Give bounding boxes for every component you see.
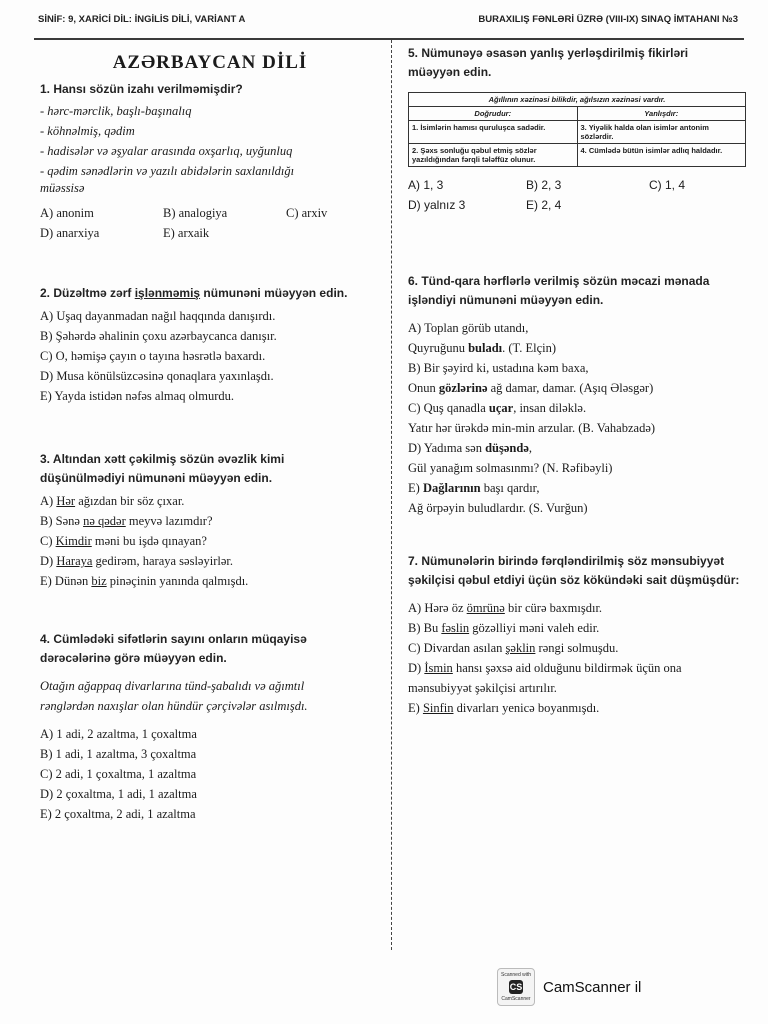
option-b[interactable]: B) Bu fəslin gözəlliyi məni valeh edir. — [408, 621, 600, 635]
poem-line: Gül yanağım solmasınmı? (N. Rəfibəyli) — [408, 461, 613, 475]
question-2 — [40, 284, 380, 406]
option-c[interactable]: C) O, həmişə çayın o tayına həsrətlə baxardı. — [40, 349, 266, 363]
question-1 — [40, 80, 380, 243]
question-6 — [408, 272, 748, 518]
option-c[interactable]: C) 1, 4 — [649, 178, 686, 192]
option-a[interactable] — [408, 318, 748, 358]
poem-line: B) Bir şəyird ki, ustadına kəm baxa, — [408, 361, 589, 375]
question-1-definitions — [40, 103, 380, 197]
poem-line: Ağ örpəyin buludlardır. (S. Vurğun) — [408, 501, 588, 515]
option-c[interactable]: C) arxiv — [286, 206, 328, 220]
option-e[interactable]: E) Yayda istidən nəfəs almaq olmurdu. — [40, 389, 235, 403]
table-caption: Ağıllının xəzinəsi bilikdir, ağılsızın xəzinəsi vardır. — [409, 93, 746, 107]
table-header-true: Doğrudur: — [409, 107, 578, 121]
question-2-options — [40, 306, 380, 406]
highlighted-word: Dağlarının — [422, 481, 481, 495]
column-divider — [391, 40, 392, 950]
highlighted-word: gözlərinə — [438, 381, 488, 395]
option-b[interactable] — [408, 358, 748, 398]
poem-line: Onun gözlərinə ağ damar, damar. (Aşıq Ələsgər) — [408, 381, 654, 395]
poem-line: D) Yadıma sən düşəndə, — [408, 441, 532, 455]
option-a[interactable]: A) Hərə öz ömrünə bir cürə baxmışdır. — [408, 601, 603, 615]
option-a[interactable]: A) Hər ağızdan bir söz çıxar. — [40, 494, 185, 508]
option-b[interactable]: B) 1 adi, 1 azaltma, 3 çoxaltma — [40, 747, 197, 761]
question-3 — [40, 450, 380, 591]
option-b[interactable]: B) Şəhərdə əhalinin çoxu azərbaycanca danışır. — [40, 329, 277, 343]
definition-line: - köhnəlmiş, qədim — [40, 124, 135, 138]
option-a[interactable]: A) 1 adi, 2 azaltma, 1 çoxaltma — [40, 727, 197, 741]
option-e[interactable]: E) Dünən biz pinəçinin yanında qalmışdı. — [40, 574, 249, 588]
option-d[interactable] — [408, 438, 748, 478]
highlighted-word: düşəndə — [485, 441, 529, 455]
highlighted-word: buladı — [468, 341, 503, 355]
header-left: SİNİF: 9, XARİCİ DİL: İNGİLİS DİLİ, VARİANT A — [38, 13, 246, 25]
option-c[interactable]: C) Kimdir məni bu işdə qınayan? — [40, 534, 207, 548]
question-7-options — [408, 598, 748, 718]
option-d[interactable]: D) Haraya gedirəm, haraya səsləyirlər. — [40, 554, 233, 568]
option-c[interactable]: C) 2 adi, 1 çoxaltma, 1 azaltma — [40, 767, 197, 781]
question-5 — [408, 44, 748, 215]
question-3-stem: 3. Altından xətt çəkilmiş sözün əvəzlik kimi düşünülmədiyi nümunəni müəyyən edin. — [40, 452, 285, 485]
option-d[interactable]: D) Musa könülsüzcəsinə qonaqlara yaxınlaşdı. — [40, 369, 274, 383]
table-cell: 2. Şəxs sonluğu qəbul etmiş sözlər yazıldığından fərqli tələffüz olunur. — [409, 144, 578, 167]
question-1-stem: 1. Hansı sözün izahı verilməmişdir? — [40, 82, 243, 96]
option-e[interactable]: E) arxaik — [163, 226, 210, 240]
camscanner-watermark — [497, 968, 641, 1006]
question-4-stem: 4. Cümlədəki sifətlərin sayını onların müqayisə dərəcələrinə görə müəyyən edin. — [40, 632, 307, 665]
definition-line: müəssisə — [40, 181, 85, 195]
table-cell: 1. İsimlərin hamısı quruluşca sadədir. — [409, 121, 578, 144]
question-2-stem: 2. Düzəltmə zərf işlənməmiş nümunəni müəyyən edin. — [40, 286, 348, 300]
question-1-options — [40, 203, 380, 243]
option-d[interactable]: D) anarxiya — [40, 226, 100, 240]
camscanner-brand-text: CamScanner il — [543, 978, 642, 996]
question-5-table — [408, 92, 746, 167]
option-a[interactable]: A) 1, 3 — [408, 178, 444, 192]
definition-line: - hərc-mərclik, başlı-başınalıq — [40, 104, 192, 118]
camscanner-logo-icon: Scanned with CS CamScanner — [497, 968, 535, 1006]
option-d[interactable]: D) 2 çoxaltma, 1 adi, 1 azaltma — [40, 787, 197, 801]
subject-title: AZƏRBAYCAN DİLİ — [112, 52, 308, 73]
option-e[interactable]: E) 2 çoxaltma, 2 adi, 1 azaltma — [40, 807, 196, 821]
option-b[interactable]: B) 2, 3 — [526, 178, 562, 192]
option-e[interactable]: E) 2, 4 — [526, 198, 562, 212]
option-b[interactable]: B) Sənə nə qədər meyvə lazımdır? — [40, 514, 213, 528]
option-c[interactable]: C) Divardan asılan şəklin rəngi solmuşdu. — [408, 641, 619, 655]
table-cell: 4. Cümlədə bütün isimlər adlıq haldadır. — [577, 144, 746, 167]
exam-header — [38, 10, 738, 28]
option-a[interactable]: A) anonim — [40, 206, 94, 220]
question-7 — [408, 552, 748, 718]
option-d-continued: mənsubiyyət şəkilçisi artırılır. — [408, 681, 557, 695]
highlighted-word: uçar — [488, 401, 514, 415]
question-5-stem: 5. Nümunəyə əsasən yanlış yerləşdirilmiş fikirləri müəyyən edin. — [408, 46, 689, 79]
question-4-sentence: Otağın ağappaq divarlarına tünd-şabalıdı və ağımtıl rənglərdən naxışlar olan hündür çərçivələr asılmışdı. — [40, 679, 308, 713]
question-5-options — [408, 175, 748, 215]
option-e[interactable] — [408, 478, 748, 518]
option-b[interactable]: B) analogiya — [163, 206, 228, 220]
poem-line: A) Toplan görüb utandı, — [408, 321, 529, 335]
question-6-options — [408, 318, 748, 518]
question-3-options — [40, 491, 380, 591]
header-right: BURAXILIŞ FƏNLƏRİ ÜZRƏ (VIII-IX) SINAQ İMTAHANI №3 — [478, 13, 738, 25]
definition-line: - hadisələr və əşyalar arasında oxşarlıq, uyğunluq — [40, 144, 293, 158]
table-header-false: Yanlışdır: — [577, 107, 746, 121]
question-7-stem: 7. Nümunələrin birində fərqləndirilmiş söz mənsubiyyət şəkilçisi qəbul etdiyi üçün söz kökündəki sait düşmüşdür: — [408, 554, 740, 587]
poem-line: Quyruğunu buladı. (T. Elçin) — [408, 341, 557, 355]
table-cell: 3. Yiyəlik halda olan isimlər antonim sözlərdir. — [577, 121, 746, 144]
header-rule — [34, 38, 744, 40]
definition-line: - qədim sənədlərin və yazılı abidələrin saxlanıldığı — [40, 164, 295, 178]
poem-line: E) Dağlarının başı qardır, — [408, 481, 540, 495]
option-e[interactable]: E) Sinfin divarları yenicə boyanmışdı. — [408, 701, 600, 715]
question-6-stem: 6. Tünd-qara hərflərlə verilmiş sözün məcazi mənada işləndiyi nümunəni müəyyən edin. — [408, 274, 710, 307]
question-4-options — [40, 724, 380, 824]
option-d[interactable]: D) yalnız 3 — [408, 198, 466, 212]
option-c[interactable] — [408, 398, 748, 438]
poem-line: C) Quş qanadla uçar, insan diləklə. — [408, 401, 587, 415]
option-d[interactable]: D) İsmin hansı şəxsə aid olduğunu bildirmək üçün ona — [408, 661, 682, 675]
option-a[interactable]: A) Uşaq dayanmadan nağıl haqqında danışırdı. — [40, 309, 276, 323]
question-4 — [40, 630, 380, 824]
left-column — [40, 44, 380, 821]
poem-line: Yatır hər ürəkdə min-min arzular. (B. Vahabzadə) — [408, 421, 656, 435]
